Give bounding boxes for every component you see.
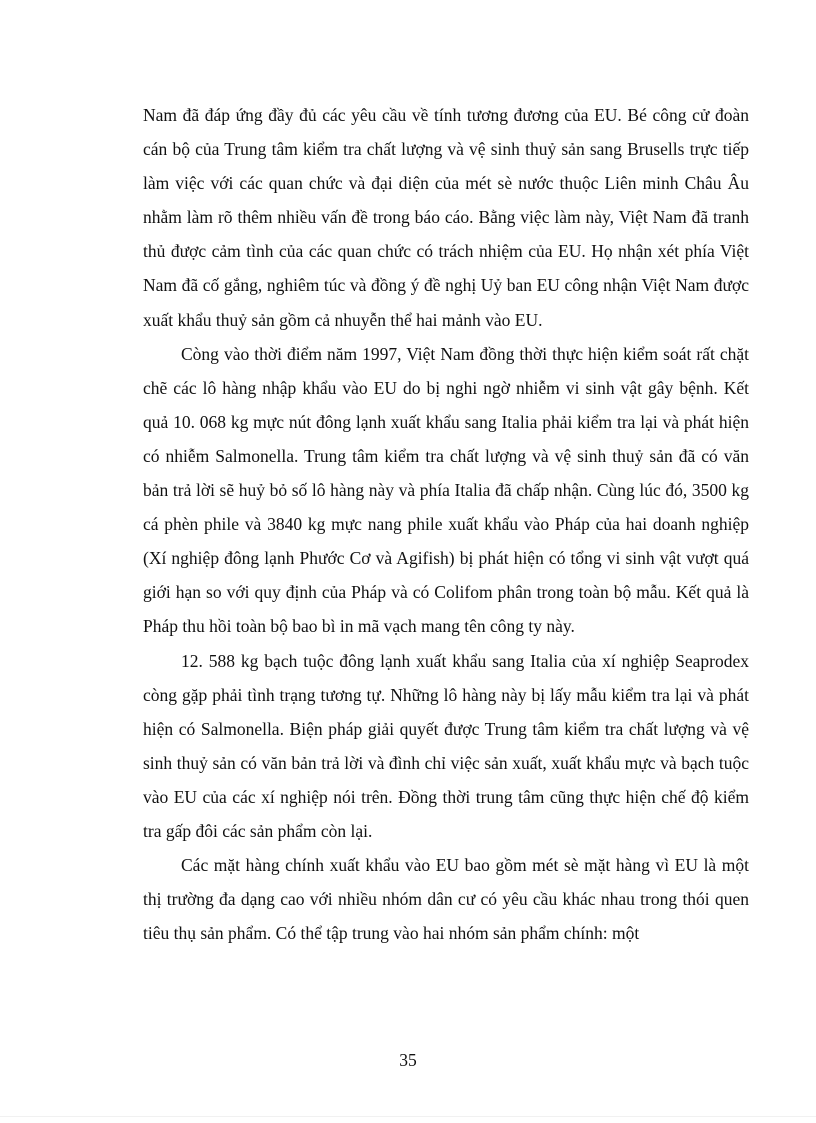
paragraph-4: Các mặt hàng chính xuất khẩu vào EU bao gồm mét sè mặt hàng vì EU là một thị trường đa dạng cao với nhiều nhóm dân cư có yêu cầu khác nhau trong thói quen tiêu thụ sản phẩm. Có thể tập trung vào hai nhóm sản phẩm chính: một	[143, 855, 749, 944]
page-number: 35	[399, 1050, 417, 1070]
page-bottom-divider	[0, 1116, 816, 1117]
paragraph-1: Nam đã đáp ứng đầy đủ các yêu cầu về tính tương đương của EU. Bé công cử đoàn cán bộ của Trung tâm kiểm tra chất lượng và vệ sinh thuỷ sản sang Brusells trực tiếp làm việc với các quan chức và đại diện của mét sè nước thuộc Liên minh Châu Âu nhằm làm rõ thêm nhiều vấn đề trong báo cáo. Bằng việc làm này, Việt Nam đã tranh thủ được cảm tình của các quan chức có trách nhiệm của EU. Họ nhận xét phía Việt Nam đã cố gắng, nghiêm túc và đồng ý đề nghị Uỷ ban EU công nhận Việt Nam được xuất khẩu thuỷ sản gồm cả nhuyễn thể hai mảnh vào EU.	[143, 105, 749, 330]
paragraph-2: Còng vào thời điểm năm 1997, Việt Nam đồng thời thực hiện kiểm soát rất chặt chẽ các lô hàng nhập khẩu vào EU do bị nghi ngờ nhiễm vi sinh vật gây bệnh. Kết quả 10. 068 kg mực nút đông lạnh xuất khẩu sang Italia phải kiểm tra lại và phát hiện có nhiễm Salmonella. Trung tâm kiểm tra chất lượng và vệ sinh thuỷ sản đã có văn bản trả lời sẽ huỷ bỏ số lô hàng này và phía Italia đã chấp nhận. Cùng lúc đó, 3500 kg cá phèn phile và 3840 kg mực nang phile xuất khẩu vào Pháp của hai doanh nghiệp (Xí nghiệp đông lạnh Phước Cơ và Agifish) bị phát hiện có tổng vi sinh vật vượt quá giới hạn so với quy định của Pháp và có Colifom phân trong toàn bộ mẫu. Kết quả là Pháp thu hồi toàn bộ bao bì in mã vạch mang tên công ty này.	[143, 343, 749, 637]
body-text	[143, 98, 749, 950]
paragraph-3: 12. 588 kg bạch tuộc đông lạnh xuất khẩu sang Italia của xí nghiệp Seaprodex còng gặp phải tình trạng tương tự. Những lô hàng này bị lấy mẫu kiểm tra lại và phát hiện có Salmonella. Biện pháp giải quyết được Trung tâm kiểm tra chất lượng và vệ sinh thuỷ sản có văn bản trả lời và đình chỉ việc sản xuất, xuất khẩu mực và bạch tuộc vào EU của các xí nghiệp nói trên. Đồng thời trung tâm cũng thực hiện chế độ kiểm tra gấp đôi các sản phẩm còn lại.	[143, 650, 749, 841]
